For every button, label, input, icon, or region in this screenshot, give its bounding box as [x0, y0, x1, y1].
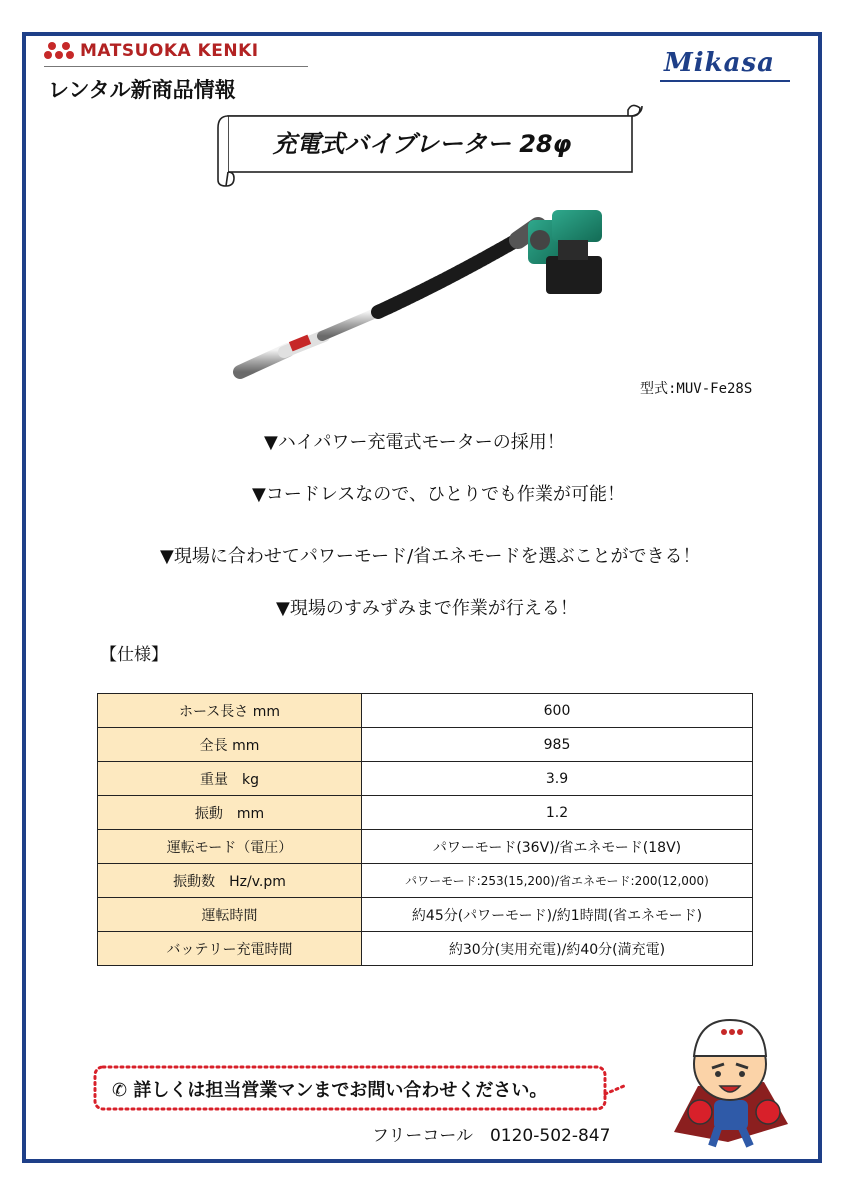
- spec-label: 重量 kg: [98, 762, 362, 796]
- maker-logo: Mikasa: [664, 48, 776, 78]
- spec-value: パワーモード:253(15,200)/省エネモード:200(12,000): [362, 864, 753, 898]
- spec-label: 運転時間: [98, 898, 362, 932]
- company-logo: [44, 40, 259, 62]
- product-title: 充電式バイブレーター 28φ: [272, 130, 572, 158]
- mascot-illustration: [668, 1012, 794, 1148]
- company-name: MATSUOKA KENKI: [80, 41, 259, 61]
- table-row: [98, 728, 753, 762]
- spec-label: 全長 mm: [98, 728, 362, 762]
- table-row: [98, 694, 753, 728]
- feature-item: ▼コードレスなので、ひとりでも作業が可能！: [252, 484, 625, 505]
- spec-heading: 【仕様】: [100, 645, 168, 665]
- contact-message-text: 詳しくは担当営業マンまでお問い合わせください。: [133, 1080, 548, 1101]
- spec-value: 3.9: [362, 762, 753, 796]
- table-row: [98, 932, 753, 966]
- phone-icon: ✆: [112, 1080, 128, 1101]
- product-image-vibrator: [228, 190, 618, 390]
- spec-table: [97, 693, 753, 966]
- feature-item: ▼ハイパワー充電式モーターの採用！: [264, 432, 565, 453]
- spec-label: バッテリー充電時間: [98, 932, 362, 966]
- feature-item: ▼現場のすみずみまで作業が行える！: [276, 598, 578, 619]
- spec-value: 985: [362, 728, 753, 762]
- spec-value: 600: [362, 694, 753, 728]
- table-row: [98, 762, 753, 796]
- contact-message: [112, 1076, 547, 1102]
- header-divider: [44, 66, 308, 67]
- spec-value: 1.2: [362, 796, 753, 830]
- spec-value: 約30分(実用充電)/約40分(満充電): [362, 932, 753, 966]
- table-row: [98, 898, 753, 932]
- table-row: [98, 864, 753, 898]
- spec-label: 振動数 Hz/v.pm: [98, 864, 362, 898]
- spec-value: 約45分(パワーモード)/約1時間(省エネモード): [362, 898, 753, 932]
- company-mark-icon: [44, 40, 74, 62]
- spec-value: パワーモード(36V)/省エネモード(18V): [362, 830, 753, 864]
- table-row: [98, 830, 753, 864]
- spec-label: 運転モード（電圧）: [98, 830, 362, 864]
- product-model: 型式:MUV-Fe28S: [640, 381, 753, 397]
- feature-item: ▼現場に合わせてパワーモード/省エネモードを選ぶことができる！: [160, 546, 701, 567]
- freecall-number: フリーコール 0120-502-847: [372, 1126, 611, 1146]
- spec-label: 振動 mm: [98, 796, 362, 830]
- maker-logo-underline: [660, 80, 790, 82]
- page-subtitle: レンタル新商品情報: [48, 78, 236, 102]
- table-row: [98, 796, 753, 830]
- spec-label: ホース長さ mm: [98, 694, 362, 728]
